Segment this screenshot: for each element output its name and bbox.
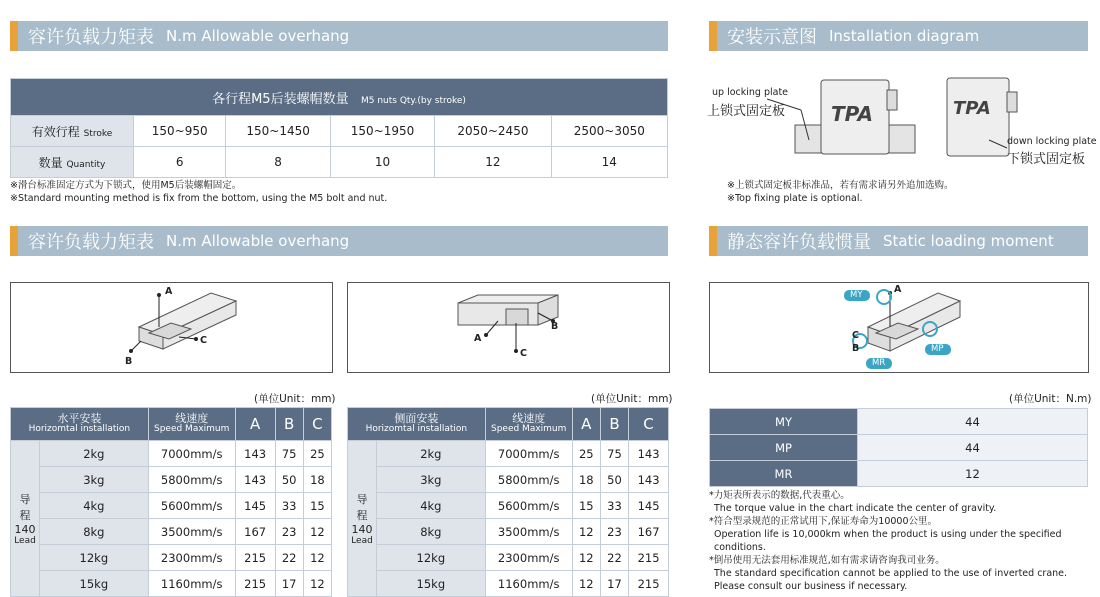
install-note-cn: ※上锁式固定板非标准品，若有需求请另外追加选购。 bbox=[727, 180, 954, 191]
speed-cell: 1160mm/s bbox=[485, 571, 572, 597]
lead-number: 140 bbox=[14, 523, 36, 536]
b-cell: 50 bbox=[600, 467, 628, 493]
b-cell: 33 bbox=[600, 493, 628, 519]
speed-header-cn: 线速度 bbox=[512, 412, 546, 425]
nuts-title-en: M5 nuts Qty.(by stroke) bbox=[360, 95, 466, 106]
section-header-overhang bbox=[10, 21, 668, 51]
stroke-cell: 150~1450 bbox=[226, 116, 330, 147]
b-cell: 22 bbox=[600, 545, 628, 571]
static-notes bbox=[709, 489, 1100, 593]
a-cell: 12 bbox=[572, 571, 600, 597]
b-cell: 17 bbox=[600, 571, 628, 597]
label-b: B bbox=[852, 343, 860, 354]
label-c: C bbox=[852, 330, 859, 341]
c-cell: 143 bbox=[629, 467, 669, 493]
kg-cell: 2kg bbox=[377, 441, 486, 467]
speed-cell: 3500mm/s bbox=[148, 519, 235, 545]
b-cell: 23 bbox=[600, 519, 628, 545]
a-cell: 215 bbox=[235, 545, 275, 571]
stroke-label-en: Stroke bbox=[83, 128, 113, 139]
lead-cn-1: 导 bbox=[19, 493, 31, 506]
static-value: 44 bbox=[858, 435, 1088, 461]
static-name: MP bbox=[710, 435, 858, 461]
stroke-cell: 2050~2450 bbox=[435, 116, 551, 147]
c-cell: 12 bbox=[303, 519, 331, 545]
a-cell: 18 bbox=[572, 467, 600, 493]
a-cell: 143 bbox=[235, 467, 275, 493]
speed-cell: 3500mm/s bbox=[485, 519, 572, 545]
static-note: Please consult our business if necessary. bbox=[714, 581, 908, 592]
quantity-cell: 12 bbox=[435, 147, 551, 178]
b-cell: 22 bbox=[275, 545, 303, 571]
label-a: A bbox=[474, 333, 482, 344]
speed-cell: 5800mm/s bbox=[485, 467, 572, 493]
speed-cell: 5600mm/s bbox=[485, 493, 572, 519]
static-value: 44 bbox=[858, 409, 1088, 435]
nuts-title: 各行程M5后装螺帽数量 bbox=[212, 91, 349, 107]
col-c-header: C bbox=[629, 408, 669, 441]
install-note-en: ※Top fixing plate is optional. bbox=[727, 193, 863, 204]
a-cell: 143 bbox=[235, 441, 275, 467]
kg-cell: 15kg bbox=[377, 571, 486, 597]
a-cell: 167 bbox=[235, 519, 275, 545]
section-header-installation bbox=[709, 21, 1088, 51]
a-cell: 12 bbox=[572, 519, 600, 545]
nuts-note-cn: ※滑台标准固定方式为下锁式，使用M5后装螺帽固定。 bbox=[10, 180, 242, 191]
speed-header-cn: 线速度 bbox=[175, 412, 209, 425]
speed-header-en: Speed Maximum bbox=[153, 424, 230, 434]
a-cell: 215 bbox=[235, 571, 275, 597]
b-cell: 50 bbox=[275, 467, 303, 493]
kg-cell: 3kg bbox=[40, 467, 149, 493]
b-cell: 33 bbox=[275, 493, 303, 519]
section-title-cn: 容许负载力矩表 bbox=[28, 232, 154, 253]
static-note: *倒吊使用无法套用标准规范,如有需求请咨询我司业务。 bbox=[709, 555, 945, 566]
section-title-en: Installation diagram bbox=[829, 27, 980, 45]
kg-cell: 8kg bbox=[40, 519, 149, 545]
speed-header-en: Speed Maximum bbox=[490, 424, 567, 434]
kg-cell: 12kg bbox=[377, 545, 486, 571]
static-note: *力矩表所表示的数据,代表重心。 bbox=[709, 490, 850, 501]
label-mp: MP bbox=[931, 344, 944, 354]
section-title-en: Static loading moment bbox=[883, 232, 1054, 250]
side-drawing bbox=[348, 283, 669, 372]
lead-cn-1: 导 bbox=[356, 493, 368, 506]
lead-number: 140 bbox=[351, 523, 373, 536]
horizontal-diagram bbox=[10, 282, 333, 373]
label-a: A bbox=[165, 286, 173, 297]
unit-label-side: (单位Unit：mm) bbox=[591, 393, 673, 405]
quantity-label-en: Quantity bbox=[66, 159, 106, 170]
kg-cell: 2kg bbox=[40, 441, 149, 467]
kg-cell: 3kg bbox=[377, 467, 486, 493]
c-cell: 215 bbox=[629, 571, 669, 597]
c-cell: 25 bbox=[303, 441, 331, 467]
unit-label-static: (单位Unit：N.m) bbox=[1009, 393, 1092, 405]
logo-left: TPA bbox=[831, 102, 873, 126]
horizontal-table bbox=[10, 407, 332, 597]
quantity-cell: 8 bbox=[226, 147, 330, 178]
label-my: MY bbox=[850, 290, 863, 300]
b-cell: 17 bbox=[275, 571, 303, 597]
up-locking-cn: 上锁式固定板 bbox=[707, 104, 786, 119]
section-title-en: N.m Allowable overhang bbox=[166, 232, 350, 250]
static-note: The torque value in the chart indicate the center of gravity. bbox=[714, 503, 997, 514]
a-cell: 12 bbox=[572, 545, 600, 571]
quantity-cell: 6 bbox=[134, 147, 226, 178]
label-c: C bbox=[520, 348, 527, 359]
c-cell: 215 bbox=[629, 545, 669, 571]
lead-cn-2: 程 bbox=[356, 509, 368, 522]
speed-cell: 7000mm/s bbox=[148, 441, 235, 467]
kg-cell: 12kg bbox=[40, 545, 149, 571]
speed-cell: 1160mm/s bbox=[148, 571, 235, 597]
section-header-overhang-2 bbox=[10, 226, 668, 256]
lead-en: Lead bbox=[351, 536, 373, 546]
static-note: Operation life is 10,000km when the product is using under the specified conditions. bbox=[714, 529, 1062, 553]
label-a: A bbox=[894, 284, 902, 295]
col-c-header: C bbox=[303, 408, 331, 441]
side-diagram bbox=[347, 282, 670, 373]
b-cell: 75 bbox=[275, 441, 303, 467]
down-locking-en: down locking plate bbox=[1007, 136, 1097, 147]
kg-cell: 15kg bbox=[40, 571, 149, 597]
logo-right: TPA bbox=[953, 98, 991, 119]
nuts-table bbox=[10, 78, 668, 178]
static-drawing bbox=[710, 283, 1088, 372]
speed-cell: 7000mm/s bbox=[485, 441, 572, 467]
a-cell: 145 bbox=[235, 493, 275, 519]
side-table bbox=[347, 407, 669, 597]
section-title-cn: 安装示意图 bbox=[727, 27, 817, 48]
static-table bbox=[709, 408, 1088, 487]
label-b: B bbox=[551, 321, 559, 332]
section-title-en: N.m Allowable overhang bbox=[166, 27, 350, 45]
static-name: MR bbox=[710, 461, 858, 487]
horizontal-title-en: Horizomtal installation bbox=[28, 424, 131, 434]
a-cell: 25 bbox=[572, 441, 600, 467]
kg-cell: 4kg bbox=[40, 493, 149, 519]
c-cell: 145 bbox=[629, 493, 669, 519]
side-title-cn: 侧面安装 bbox=[394, 412, 439, 425]
a-cell: 15 bbox=[572, 493, 600, 519]
b-cell: 75 bbox=[600, 441, 628, 467]
lead-en: Lead bbox=[14, 536, 36, 546]
quantity-cell: 14 bbox=[551, 147, 667, 178]
static-note: The standard specification cannot be applied to the use of inverted crane. bbox=[714, 568, 1068, 579]
speed-cell: 2300mm/s bbox=[148, 545, 235, 571]
section-title-cn: 静态容许负载惯量 bbox=[727, 232, 871, 253]
horizontal-title-cn: 水平安装 bbox=[57, 412, 102, 425]
static-name: MY bbox=[710, 409, 858, 435]
up-locking-en: up locking plate bbox=[712, 87, 789, 98]
static-value: 12 bbox=[858, 461, 1088, 487]
stroke-label: 有效行程 bbox=[31, 124, 80, 139]
c-cell: 18 bbox=[303, 467, 331, 493]
col-b-header: B bbox=[275, 408, 303, 441]
stroke-cell: 2500~3050 bbox=[551, 116, 667, 147]
section-header-static bbox=[709, 226, 1088, 256]
label-b: B bbox=[125, 356, 133, 367]
quantity-cell: 10 bbox=[330, 147, 434, 178]
kg-cell: 8kg bbox=[377, 519, 486, 545]
side-title-en: Horizomtal installation bbox=[365, 424, 468, 434]
c-cell: 15 bbox=[303, 493, 331, 519]
unit-label-horizontal: (单位Unit：mm) bbox=[254, 393, 336, 405]
nuts-note-en: ※Standard mounting method is fix from the bottom, using the M5 bolt and nut. bbox=[10, 193, 388, 204]
col-a-header: A bbox=[235, 408, 275, 441]
speed-cell: 2300mm/s bbox=[485, 545, 572, 571]
nuts-notes bbox=[10, 179, 387, 205]
b-cell: 23 bbox=[275, 519, 303, 545]
down-locking-cn: 下锁式固定板 bbox=[1007, 152, 1086, 167]
lead-cn-2: 程 bbox=[19, 509, 31, 522]
c-cell: 12 bbox=[303, 571, 331, 597]
c-cell: 167 bbox=[629, 519, 669, 545]
install-notes bbox=[727, 179, 953, 205]
col-b-header: B bbox=[600, 408, 628, 441]
speed-cell: 5600mm/s bbox=[148, 493, 235, 519]
stroke-cell: 150~950 bbox=[134, 116, 226, 147]
static-diagram bbox=[709, 282, 1089, 373]
stroke-cell: 150~1950 bbox=[330, 116, 434, 147]
quantity-label: 数量 bbox=[38, 155, 63, 170]
kg-cell: 4kg bbox=[377, 493, 486, 519]
speed-cell: 5800mm/s bbox=[148, 467, 235, 493]
label-c: C bbox=[200, 335, 207, 346]
c-cell: 12 bbox=[303, 545, 331, 571]
static-note: *符合型录规范的正常试用下,保证寿命为10000公里。 bbox=[709, 516, 937, 527]
c-cell: 143 bbox=[629, 441, 669, 467]
section-title-cn: 容许负载力矩表 bbox=[28, 27, 154, 48]
label-mr: MR bbox=[872, 358, 886, 368]
col-a-header: A bbox=[572, 408, 600, 441]
